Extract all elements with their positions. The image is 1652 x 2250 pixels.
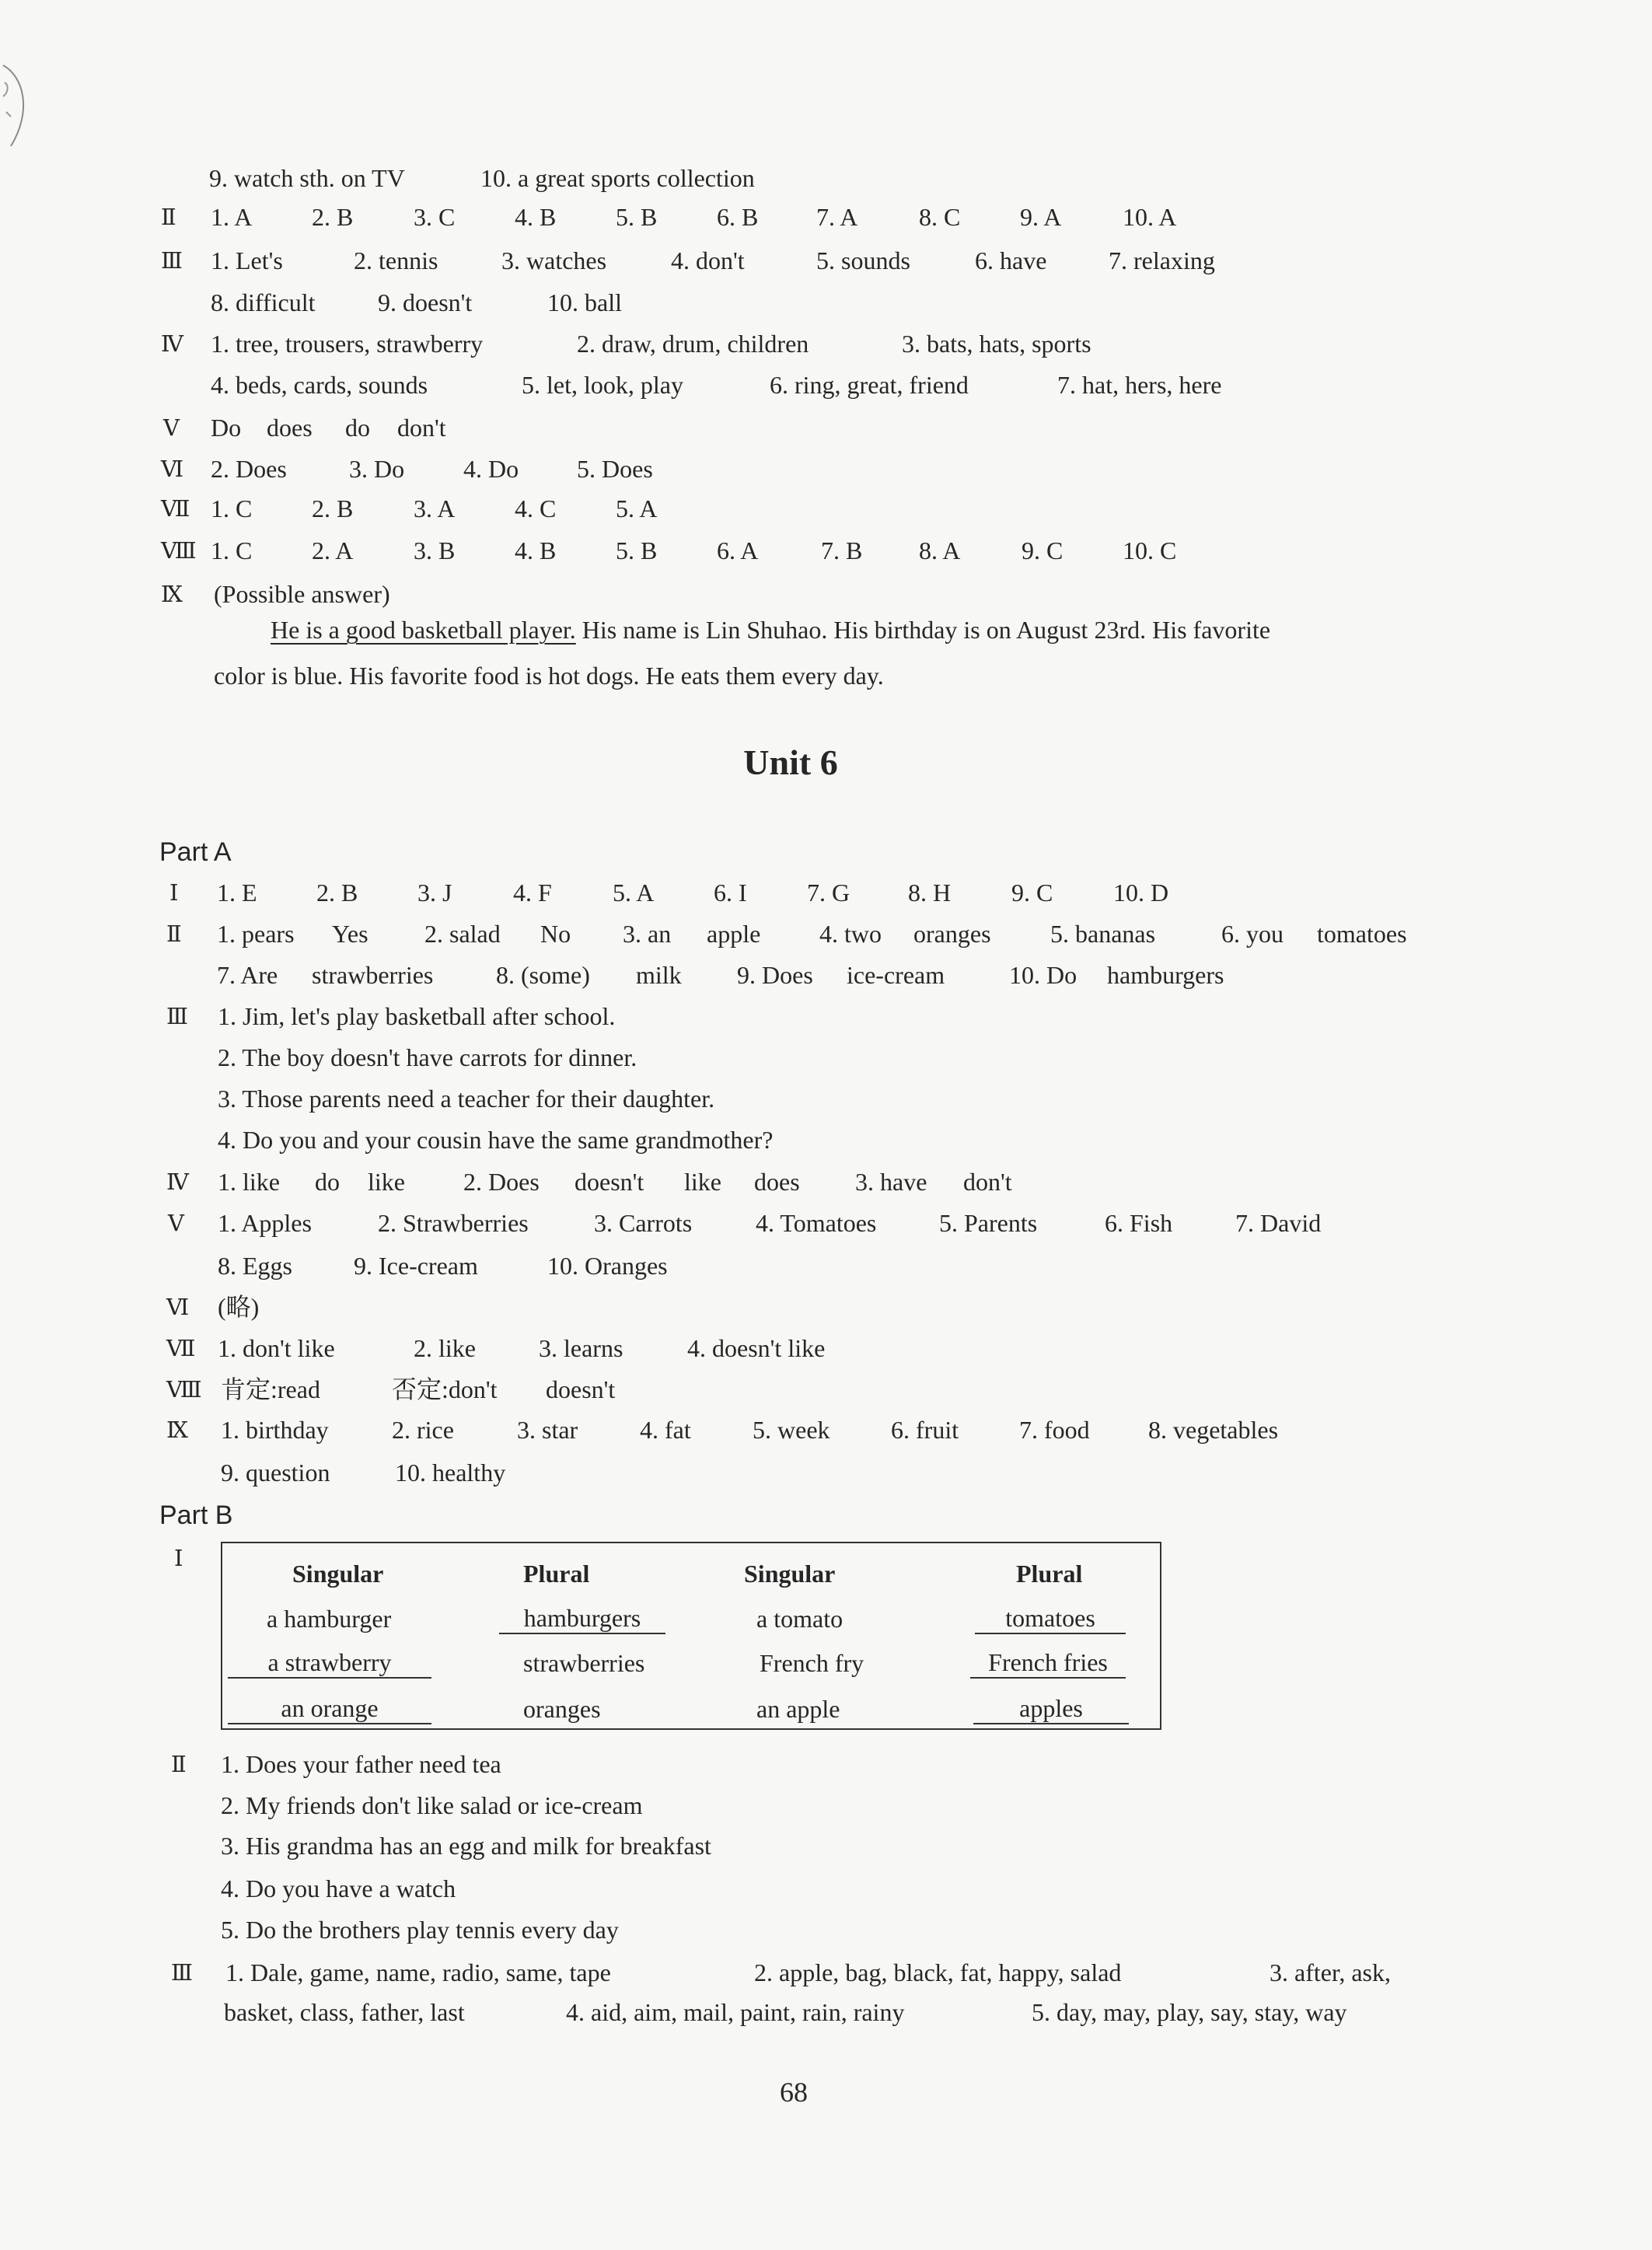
sample-paragraph-line-1 — [271, 614, 1270, 645]
part-a-section-VIII-row — [0, 1374, 1652, 1405]
answer-item: 3. star — [517, 1416, 578, 1444]
answer-item: 5. Parents — [939, 1209, 1038, 1237]
answer-item: 4. B — [515, 203, 557, 231]
answer-item: 4. B — [515, 536, 557, 564]
table-cell-answer: a strawberry — [228, 1647, 431, 1679]
answer-item: 2. apple, bag, black, fat, happy, salad — [754, 1958, 1122, 1986]
answer-item: 10. Oranges — [547, 1252, 668, 1280]
part-a-section-III-row-3 — [0, 1083, 1652, 1114]
prev-section-V-row — [0, 412, 1652, 443]
section-numeral: Ⅷ — [166, 1376, 202, 1403]
answer-item: 2. B — [312, 203, 354, 231]
answer-item: 9. watch sth. on TV — [209, 164, 405, 192]
answer-item: doesn't — [575, 1168, 644, 1196]
answer-item: 5. bananas — [1050, 920, 1156, 948]
answer-item: milk — [636, 961, 682, 989]
part-b-section-II-row-2 — [0, 1790, 1652, 1821]
answer-item: apple — [707, 920, 761, 948]
answer-item: 3. B — [414, 536, 456, 564]
section-numeral: Ⅵ — [161, 456, 184, 482]
answer-note: (Possible answer) — [214, 580, 390, 608]
answer-item: 8. A — [919, 536, 961, 564]
answer-item: 5. A — [613, 879, 655, 907]
answer-item: 3. have — [855, 1168, 927, 1196]
answer-item: 1. pears — [217, 920, 295, 948]
part-a-label: Part A — [159, 837, 232, 867]
answer-item: 7. relaxing — [1109, 246, 1215, 274]
answer-item: 1. A — [211, 203, 253, 231]
table-cell-answer: tomatoes — [975, 1603, 1126, 1634]
answer-item: 10. D — [1113, 879, 1169, 907]
table-header: Singular — [744, 1560, 836, 1588]
part-a-section-V-row-2 — [0, 1250, 1652, 1281]
part-a-section-II-row-2 — [0, 959, 1652, 990]
answer-item: Yes — [332, 920, 368, 948]
prev-section-IV-row — [0, 328, 1652, 359]
answer-item: oranges — [913, 920, 991, 948]
answer-item: 8. Eggs — [218, 1252, 292, 1280]
answer-item: 6. have — [975, 246, 1047, 274]
table-cell: an apple — [756, 1695, 840, 1723]
answer-item: 2. tennis — [354, 246, 438, 274]
answer-item: tomatoes — [1317, 920, 1407, 948]
answer-item: 4. Tomatoes — [756, 1209, 877, 1237]
answer-item: 4. two — [819, 920, 882, 948]
answer-item: 4. aid, aim, mail, paint, rain, rainy — [566, 1998, 905, 2026]
section-numeral: Ⅰ — [169, 879, 179, 906]
answer-item: 5. sounds — [816, 246, 910, 274]
answer-item: 5. let, look, play — [522, 371, 683, 399]
answer-item: 10. C — [1123, 536, 1177, 564]
section-numeral: Ⅷ — [161, 537, 197, 564]
answer-item: 1. Let's — [211, 246, 283, 274]
answer-item: 10. Do — [1009, 961, 1077, 989]
section-numeral: Ⅵ — [166, 1294, 190, 1320]
unit-title: Unit 6 — [743, 742, 838, 782]
answer-sentence: 4. Do you have a watch — [221, 1874, 456, 1902]
answer-sentence: 5. Do the brothers play tennis every day — [221, 1916, 619, 1944]
part-a-section-IX-row-2 — [0, 1457, 1652, 1488]
answer-item: 9. Does — [737, 961, 813, 989]
section-numeral: Ⅱ — [171, 1751, 187, 1777]
answer-item: 9. doesn't — [378, 288, 473, 316]
answer-sentence: 4. Do you and your cousin have the same grandmother? — [218, 1126, 774, 1154]
section-numeral: Ⅴ — [168, 1210, 184, 1236]
answer-item: hamburgers — [1107, 961, 1224, 989]
part-a-section-VI-row — [0, 1291, 1652, 1322]
sample-paragraph-line-2 — [214, 660, 884, 691]
answer-item: 6. Fish — [1105, 1209, 1173, 1237]
answer-item: 3. Do — [349, 455, 405, 483]
prev-section-IV-row-2 — [0, 369, 1652, 400]
section-numeral: Ⅲ — [161, 247, 183, 274]
answer-item: 3. Carrots — [594, 1209, 693, 1237]
answer-item: 10. healthy — [395, 1459, 506, 1487]
answer-item: 5. A — [616, 494, 658, 522]
section-numeral: Ⅱ — [161, 204, 176, 230]
answer-item: 6. I — [714, 879, 747, 907]
answer-item: 9. Ice-cream — [354, 1252, 478, 1280]
answer-item: 1. Apples — [218, 1209, 312, 1237]
part-a-section-II-row — [0, 918, 1652, 949]
prev-section-II-row — [0, 201, 1652, 232]
table-header: Plural — [1016, 1560, 1083, 1588]
answer-item: 8. difficult — [211, 288, 316, 316]
part-a-section-III-row-2 — [0, 1042, 1652, 1073]
section-numeral: Ⅶ — [166, 1335, 196, 1361]
answer-item: 2. Does — [211, 455, 287, 483]
paragraph-text: His name is Lin Shuhao. His birthday is on August 23rd. His favorite — [582, 616, 1271, 644]
answer-item: 6. A — [717, 536, 759, 564]
answer-item: 1. E — [217, 879, 257, 907]
answer-item: 9. A — [1020, 203, 1062, 231]
part-b-section-III-row — [0, 1957, 1652, 1988]
answer-item: 9. C — [1011, 879, 1053, 907]
answer-item: 否定:don't — [392, 1375, 498, 1403]
answer-item: 4. don't — [671, 246, 745, 274]
answer-item: 5. B — [616, 536, 658, 564]
answer-item: 2. rice — [392, 1416, 454, 1444]
answer-item: strawberries — [312, 961, 434, 989]
section-numeral: Ⅱ — [166, 921, 182, 947]
answer-item: (略) — [218, 1293, 260, 1321]
answer-item: 3. A — [414, 494, 456, 522]
part-a-section-IX-row — [0, 1414, 1652, 1445]
answer-item: 8. vegetables — [1148, 1416, 1279, 1444]
table-cell: oranges — [523, 1695, 601, 1723]
answer-item: do — [345, 414, 370, 442]
part-b-section-II-row-3 — [0, 1830, 1652, 1861]
part-b-section-III-row-2 — [0, 1997, 1652, 2028]
answer-item: 7. G — [807, 879, 850, 907]
answer-item: like — [368, 1168, 405, 1196]
table-cell-answer: an orange — [228, 1693, 431, 1724]
part-a-section-V-row — [0, 1207, 1652, 1239]
answer-item: 5. week — [753, 1416, 830, 1444]
answer-item: 7. food — [1019, 1416, 1090, 1444]
answer-item: 10. ball — [547, 288, 622, 316]
answer-sentence: 2. The boy doesn't have carrots for dinner. — [218, 1043, 637, 1071]
answer-item: 4. doesn't like — [687, 1334, 826, 1362]
answer-item: 3. J — [417, 879, 452, 907]
answer-item: 2. B — [316, 879, 358, 907]
answer-item: No — [540, 920, 571, 948]
answer-item: 1. birthday — [221, 1416, 329, 1444]
answer-sentence: 1. Jim, let's play basketball after school. — [218, 1002, 616, 1030]
part-a-section-IV-row — [0, 1166, 1652, 1197]
answer-item: 1. don't like — [218, 1334, 335, 1362]
answer-item: 7. David — [1235, 1209, 1322, 1237]
part-b-label: Part B — [159, 1501, 233, 1530]
answer-item: 4. fat — [640, 1416, 691, 1444]
answer-item: 2. Does — [463, 1168, 540, 1196]
answer-item: 1. like — [218, 1168, 280, 1196]
table-header: Plural — [523, 1560, 590, 1588]
section-numeral: Ⅳ — [161, 330, 183, 357]
answer-item: don't — [397, 414, 446, 442]
page-number: 68 — [780, 2077, 808, 2108]
table-header: Singular — [292, 1560, 384, 1588]
binding-mark-icon — [0, 62, 36, 152]
answer-sentence: 3. Those parents need a teacher for their daughter. — [218, 1085, 715, 1113]
answer-item: 4. Do — [463, 455, 519, 483]
section-numeral: Ⅸ — [161, 581, 183, 607]
answer-item: do — [315, 1168, 340, 1196]
prev-section-I-row — [0, 162, 1652, 194]
prev-section-VI-row — [0, 453, 1652, 484]
answer-item: 6. ring, great, friend — [770, 371, 969, 399]
answer-item: 7. A — [816, 203, 858, 231]
section-numeral: Ⅲ — [166, 1003, 188, 1029]
part-b-section-II-row-4 — [0, 1873, 1652, 1904]
answer-item: doesn't — [546, 1375, 616, 1403]
answer-item: 2. Strawberries — [378, 1209, 529, 1237]
table-cell: a hamburger — [267, 1605, 392, 1633]
answer-item: 肯定:read — [221, 1375, 320, 1403]
answer-item: 7. Are — [217, 961, 278, 989]
section-numeral: Ⅶ — [161, 495, 190, 522]
answer-item: 8. H — [908, 879, 952, 907]
answer-item: like — [684, 1168, 721, 1196]
table-cell-answer: French fries — [970, 1647, 1126, 1679]
answer-item: 3. C — [414, 203, 456, 231]
answer-item: 10. A — [1123, 203, 1177, 231]
answer-item: 6. B — [717, 203, 759, 231]
answer-item: 3. after, ask, — [1270, 1958, 1391, 1986]
part-a-section-III-row-4 — [0, 1124, 1652, 1155]
answer-item: 1. Dale, game, name, radio, same, tape — [225, 1958, 611, 1986]
table-cell: a tomato — [756, 1605, 843, 1633]
part-b-section-II-row-5 — [0, 1914, 1652, 1945]
answer-item: does — [267, 414, 313, 442]
answer-item: 2. draw, drum, children — [577, 330, 809, 358]
section-numeral: Ⅸ — [166, 1417, 188, 1443]
answer-item: 3. learns — [539, 1334, 623, 1362]
answer-sentence: 3. His grandma has an egg and milk for breakfast — [221, 1832, 711, 1860]
singular-plural-table — [221, 1542, 1161, 1730]
paragraph-text: color is blue. His favorite food is hot dogs. He eats them every day. — [214, 662, 884, 690]
answer-item: 3. an — [623, 920, 672, 948]
answer-item: 2. A — [312, 536, 354, 564]
part-a-section-III-row — [0, 1001, 1652, 1032]
underlined-sentence: He is a good basketball player. — [271, 616, 576, 644]
answer-item: 8. (some) — [496, 961, 590, 989]
answer-item: 4. beds, cards, sounds — [211, 371, 428, 399]
section-numeral: Ⅲ — [171, 1959, 193, 1986]
answer-sentence: 2. My friends don't like salad or ice-cream — [221, 1791, 643, 1819]
table-cell: French fry — [760, 1649, 864, 1677]
answer-item: 1. C — [211, 494, 253, 522]
table-cell-answer: apples — [973, 1693, 1129, 1724]
table-cell-answer: hamburgers — [499, 1603, 665, 1634]
answer-item: 2. B — [312, 494, 354, 522]
answer-item: 4. C — [515, 494, 557, 522]
answer-item: 5. day, may, play, say, stay, way — [1032, 1998, 1347, 2026]
section-numeral: Ⅳ — [166, 1169, 189, 1195]
answer-item: Do — [211, 414, 242, 442]
section-numeral: Ⅴ — [163, 414, 180, 441]
answer-item: 2. like — [414, 1334, 476, 1362]
answer-item: 6. you — [1221, 920, 1284, 948]
answer-item: 3. watches — [501, 246, 607, 274]
answer-item: 9. C — [1022, 536, 1063, 564]
answer-item: don't — [963, 1168, 1012, 1196]
answer-item: 3. bats, hats, sports — [902, 330, 1091, 358]
part-a-section-I-row — [0, 877, 1652, 908]
answer-item: 6. fruit — [891, 1416, 959, 1444]
prev-section-IX-row — [0, 578, 1652, 610]
prev-section-VIII-row — [0, 535, 1652, 566]
answer-item: 2. salad — [424, 920, 501, 948]
answer-item: 5. B — [616, 203, 658, 231]
answer-item: 1. tree, trousers, strawberry — [211, 330, 484, 358]
answer-item: 8. C — [919, 203, 961, 231]
part-b-section-II-row — [0, 1749, 1652, 1780]
answer-item: 9. question — [221, 1459, 330, 1487]
prev-section-III-row-2 — [0, 287, 1652, 318]
answer-item: 10. a great sports collection — [480, 164, 755, 192]
answer-item: 1. C — [211, 536, 253, 564]
prev-section-VII-row — [0, 493, 1652, 524]
answer-item: does — [754, 1168, 800, 1196]
answer-item: 4. F — [513, 879, 552, 907]
answer-item: 5. Does — [577, 455, 653, 483]
answer-item: 7. B — [821, 536, 863, 564]
answer-sentence: 1. Does your father need tea — [221, 1750, 501, 1778]
prev-section-III-row — [0, 245, 1652, 276]
answer-item: 7. hat, hers, here — [1057, 371, 1222, 399]
table-cell: strawberries — [523, 1649, 645, 1677]
section-numeral: Ⅰ — [174, 1545, 183, 1571]
answer-item: ice-cream — [847, 961, 945, 989]
part-a-section-VII-row — [0, 1333, 1652, 1364]
answer-item: basket, class, father, last — [224, 1998, 465, 2026]
